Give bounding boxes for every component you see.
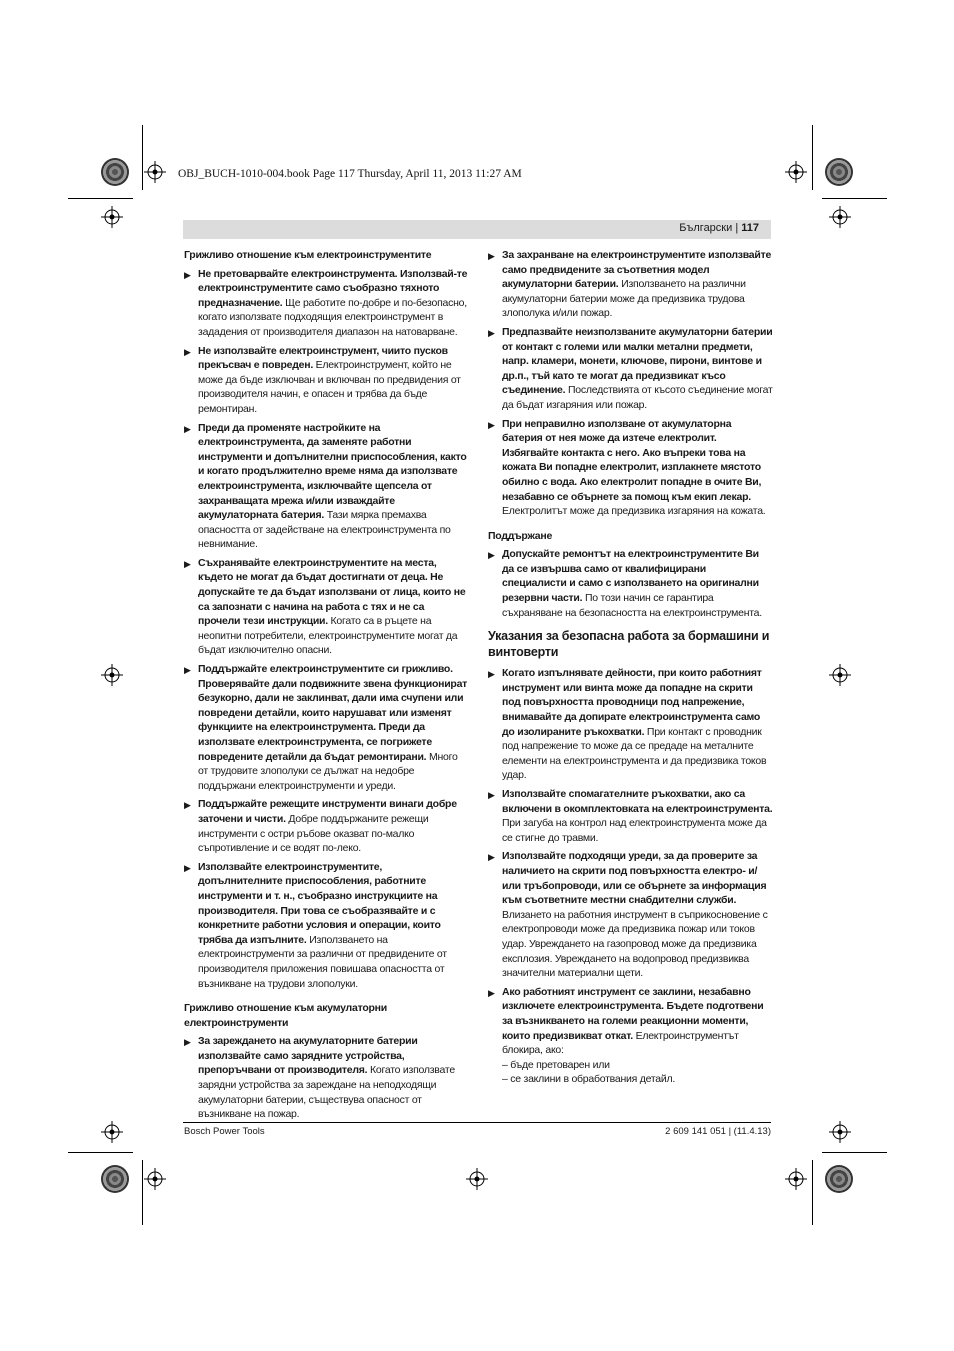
right-column [488,248,773,1090]
list-item: ▶ Не претоварвайте електроинструмента. Използвай-те електроинструментите само съобразно тяхното предназначение. Ще работите по-добре и по-безопасно, когато използвате подходящия електроинструмент в зададения от производителя диапазон на натоварване. [184,267,468,338]
bullet-arrow-icon: ▶ [184,423,191,434]
color-disc-icon [101,158,129,186]
dash-item: – се заклини в обработвания детайл. [502,1073,676,1086]
list-item: ▶ Използвайте електроинструментите, допълнителните приспособления, работните инструменти и т. н., съобразно инструкциите на производителя. При това се съобразявайте и с конкретните работни условия и операции, които трябва да изпълните. Използването на електроинструменти за различни от предвидените от производителя приложения повишава опасността от възникване на трудови злополуки. [184,860,447,990]
crop-mark [142,125,143,190]
bullet-arrow-icon: ▶ [488,852,495,863]
bullet-arrow-icon: ▶ [488,987,495,998]
crop-mark [68,1152,133,1153]
bullet-arrow-icon: ▶ [184,665,191,676]
list-item: ▶ За захранване на електроинструментите използвайте само предвидените за съответния модел акумулаторни батерии. Използването на различни акумулаторни батерии може да предизвика трудова злополука и/или пожар. [488,249,772,320]
footer-brand: Bosch Power Tools [184,1126,265,1137]
registration-mark-icon [829,664,851,686]
crop-mark [812,1160,813,1225]
footer-code: 2 609 141 051 | (11.4.13) [665,1126,771,1137]
color-disc-icon [825,158,853,186]
page-number: 117 [741,222,759,234]
footer-rule [183,1122,771,1123]
crop-mark [822,1152,887,1153]
list-item: ▶ При неправилно използване от акумулаторна батерия от нея може да изтече електролит. Избягвайте контакта с него. Ако въпреки това на кожата Ви попадне електролит, изплакнете мястото обилно с вода. Ако електролит попадне в очите Ви, незабавно се обърнете за помощ към eкип лекар. Електролитът може да предизвика изгаряния на кожата. [488,417,766,518]
dash-item: – бъде претоварен или [502,1058,610,1071]
registration-mark-icon [101,206,123,228]
bullet-arrow-icon: ▶ [184,800,191,811]
bullet-arrow-icon: ▶ [184,1037,191,1048]
header-text: Български | 117 [679,222,759,234]
list-item: ▶ Поддържайте режещите инструменти винаги добре заточени и чисти. Добре поддържаните режещи инструменти с остри ръбове оказват по-малко съпротивление и се водят по-леко. [184,798,457,855]
crop-mark [812,125,813,190]
list-item: ▶ Поддържайте електроинструментите си грижливо. Проверявайте дали подвижните звена функционират безукорно, дали не заклинват, дали има счупени или повредени детайли, които нарушават или изменят функциите на електроинструмента. Преди да използвате електроинструмента, се погрижете повредените детайли да бъдат ремонтирани. Много от трудовите злополуки се дължат на недобре поддържани електроинструменти и уреди. [184,663,468,792]
left-column [184,248,469,1125]
crop-mark [142,1160,143,1225]
header-language: Български [679,222,733,234]
list-item: ▶ Ако работният инструмент се заклини, незабавно изключете електроинструмента. Бъдете подготвени за възникването на големи реакционни моменти, които предизвикват откат. Електроинструментът блокира, ако: – бъде претоварен или – се заклини в обработвания детайл. [488,985,773,1087]
list-item: ▶ Използвайте спомагателните ръкохватки, ако са включени в окомплектовката на електроинструмента. При загуба на контрол над електроинструмента може да се стигне до травми. [488,788,773,844]
section-title: Грижливо отношение към електроинструментите [184,249,432,261]
bullet-arrow-icon: ▶ [488,419,495,430]
registration-mark-icon [466,1168,488,1190]
registration-mark-icon [144,161,166,183]
bullet-arrow-icon: ▶ [488,550,495,561]
section-heading: Указания за безопасна работа за бормашини и винтоверти [488,629,770,660]
list-item: ▶ Използвайте подходящи уреди, за да проверите за наличието на скрити под повърхността електро- и/или тръбопроводи, или се обърнете за информация към съответните местни снабдителни служби. Влизането на работния инструмент в съприкосновение с електропроводи може да предизвика пожар или токов удар. Увреждането на газопровод може да предизвика експлозия. Увреждането на водопровод предизвиква значителни материални щети. [488,850,768,980]
bullet-arrow-icon: ▶ [184,346,191,357]
section-title: Грижливо отношение към акумулаторни електроинструменти [184,1002,387,1029]
bullet-arrow-icon: ▶ [184,862,191,873]
registration-mark-icon [785,1168,807,1190]
list-item: ▶ Предпазвайте неизползваните акумулаторни батерии от контакт с големи или малки метални предмети, напр. кламери, монети, ключове, пирони, винтове и др.п., тъй като те могат да предизвикат късо съединение. Последствията от късото съединение могат да бъдат изгаряния или пожар. [488,325,773,411]
section-title: Поддържане [488,529,553,542]
list-item: ▶ Не използвайте електроинструмент, чиито пусков прекъсвач е повреден. Електроинструмент, който не може да бъде изключван и включван по предвидения от производителя начин, е опасен и трябва да бъде ремонтиран. [184,344,461,415]
bullet-arrow-icon: ▶ [488,251,495,261]
registration-mark-icon [144,1168,166,1190]
crop-mark [822,198,887,199]
crop-mark [68,198,133,199]
list-item: ▶ Допускайте ремонтът на електроинструментите Ви да се извършва само от квалифицирани специалисти и само с използването на оригинални резервни части. По този начин се гарантира съхраняване на безопасността на електроинструмента. [488,548,762,619]
list-item: ▶ Съхранявайте електроинструментите на места, където не могат да бъдат достигнати от деца. Не допускайте те да бъдат използвани от лица, които не са запознати с начина на работа с тях и не са прочели тези инструкции. Когато са в ръцете на неопитни потребители, електроинструментите могат да бъдат изключително опасни. [184,556,466,657]
bullet-arrow-icon: ▶ [488,669,495,680]
registration-mark-icon [829,1121,851,1143]
registration-mark-icon [829,206,851,228]
list-item: ▶ Преди да променяте настройките на електроинструмента, да заменяте работни инструменти и допълнителни приспособления, както и когато продължително време няма да използвате електроинструмента, изключвайте щепсела от захранващата мрежа и/или изваждайте акумулаторната батерия. Тази мярка премахва опасността от задействане на електроинструмента по невнимание. [184,421,467,551]
bullet-arrow-icon: ▶ [488,790,495,800]
color-disc-icon [825,1165,853,1193]
registration-mark-icon [785,161,807,183]
bullet-arrow-icon: ▶ [184,558,191,569]
registration-mark-icon [101,664,123,686]
registration-mark-icon [101,1121,123,1143]
list-item: ▶ Когато изпълнявате дейности, при които работният инструмент или винта може да попадне на скрити под повърхността проводници под напрежение, внимавайте да допирате електроинструмента само до изолираните ръкохватки. При контакт с проводник под напрежение то може да се предаде на металните елементи на електроинструмента и да предизвика токов удар. [488,667,767,782]
bullet-arrow-icon: ▶ [184,269,191,280]
color-disc-icon [101,1165,129,1193]
page-header [183,220,771,239]
list-item: ▶ За зареждането на акумулаторните батерии използвайте само зарядните устройства, препоръчвани от производителя. Когато използвате зарядни устройства за зареждане на неподходящи акумулаторни батерии, съществува опасност от възникване на пожар. [184,1035,455,1121]
bullet-arrow-icon: ▶ [488,327,495,338]
print-slug: OBJ_BUCH-1010-004.book Page 117 Thursday, April 11, 2013 11:27 AM [178,168,522,180]
